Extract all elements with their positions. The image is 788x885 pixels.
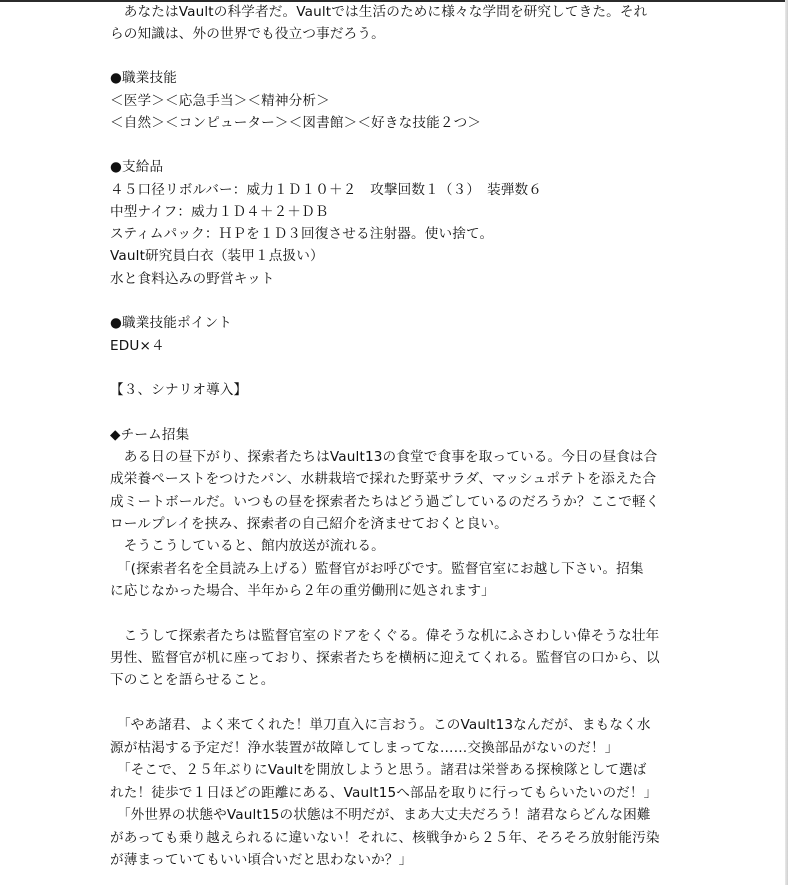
text-line: EDU×４ [110, 338, 165, 354]
section-heading-skill-points: ●職業技能ポイント [110, 315, 232, 331]
text-line: 「そこで、２５年ぶりにVaultを開放しようと思う。諸君は栄誉ある探検隊として選ば [110, 762, 647, 778]
text-line: ＜医学＞＜応急手当＞＜精神分析＞ [110, 93, 330, 109]
text-line: 中型ナイフ：威力１Ｄ４＋２＋ＤＢ [110, 204, 329, 220]
document-page [110, 0, 680, 885]
text-line: 下のことを語らせること。 [110, 672, 275, 688]
text-line: らの知識は、外の世界でも役立つ事だろう。 [110, 26, 385, 42]
text-line: Vault研究員白衣（装甲１点扱い） [110, 248, 324, 264]
text-line: ＜自然＞＜コンピューター＞＜図書館＞＜好きな技能２つ＞ [110, 115, 482, 131]
text-line: 成栄養ペーストをつけたパン、水耕栽培で採れた野菜サラダ、マッシュポテトを添えた合 [110, 471, 657, 487]
text-line: 男性、監督官が机に座っており、探索者たちを横柄に迎えてくれる。監督官の口から、以 [110, 650, 660, 666]
text-line: 水と食料込みの野営キット [110, 271, 275, 287]
text-line: こうして探索者たちは監督官室のドアをくぐる。偉そうな机にふさわしい偉そうな壮年 [110, 628, 660, 644]
text-line: 「やあ諸君、よく来てくれた！単刀直入に言おう。このVault13なんだが、まもなく水 [110, 717, 651, 733]
text-line: あなたはVaultの科学者だ。Vaultでは生活のために様々な学問を研究してきた。それ [110, 4, 648, 20]
text-line: スティムパック：ＨＰを１Ｄ３回復させる注射器。使い捨て。 [110, 226, 494, 242]
text-line: 成ミートボールだ。いつもの昼を探索者たちはどう過ごしているのだろうか？ここで軽く [110, 494, 660, 510]
text-line: 「外世界の状態やVault15の状態は不明だが、まあ大丈夫だろう！諸君ならどんな困難 [110, 807, 651, 823]
subsection-heading: ◆チーム招集 [110, 427, 190, 443]
chapter-heading: 【３、シナリオ導入】 [110, 382, 248, 398]
text-line: に応じなかった場合、半年から２年の重労働刑に処されます」 [110, 583, 495, 599]
text-line: そうこうしていると、館内放送が流れる。 [110, 538, 385, 554]
text-line: 「(探索者名を全員読み上げる）監督官がお呼びです。監督官室にお越し下さい。招集 [110, 561, 644, 577]
text-line: ある日の昼下がり、探索者たちはVault13の食堂で食事を取っている。今日の昼食は合 [110, 449, 658, 465]
section-heading-supplies: ●支給品 [110, 159, 164, 175]
text-line: が薄まっていてもいい頃合いだと思わないか？」 [110, 852, 413, 868]
text-line: があっても乗り越えられるに違いない！それに、核戦争から２５年、そろそろ放射能汚染 [110, 830, 660, 846]
text-line: ４５口径リボルバー：威力１Ｄ１０＋２ 攻撃回数１（３） 装弾数６ [110, 182, 543, 198]
text-line: れた！徒歩で１日ほどの距離にある、Vault15へ部品を取りに行ってもらいたいのだ！」 [110, 785, 658, 801]
text-line: 源が枯渇する予定だ！浄水装置が故障してしまってな……交換部品がないのだ！」 [110, 740, 619, 756]
text-line: ロールプレイを挟み、探索者の自己紹介を済ませておくと良い。 [110, 516, 508, 532]
section-heading-job-skills: ●職業技能 [110, 70, 177, 86]
